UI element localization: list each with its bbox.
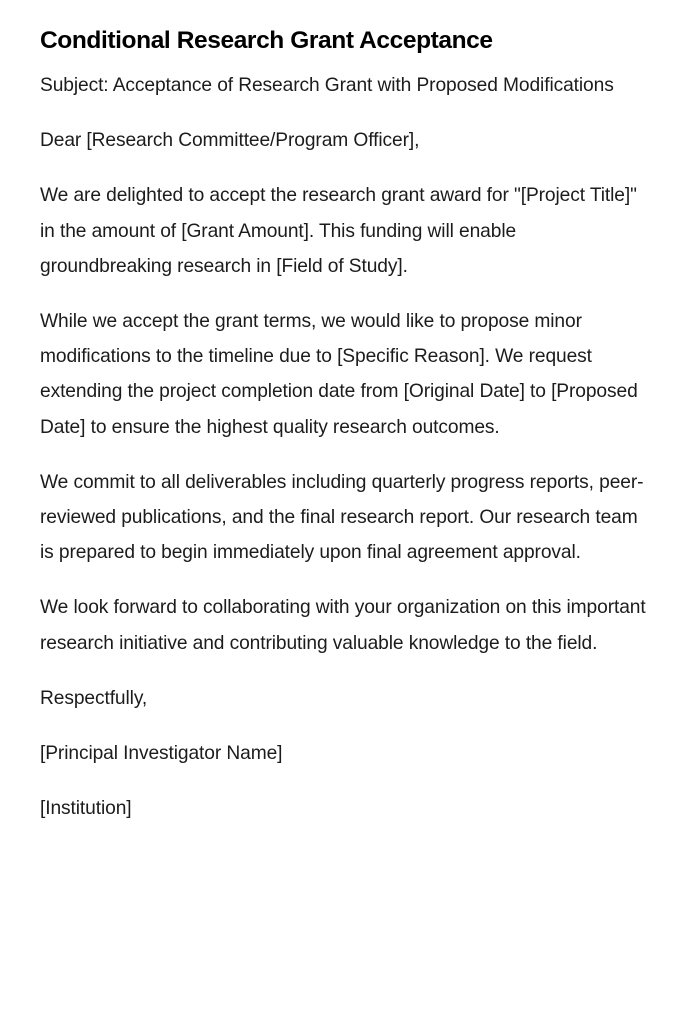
signature-institution: [Institution] bbox=[40, 798, 132, 820]
subject-line: Subject: Acceptance of Research Grant with Proposed Modifications bbox=[40, 75, 614, 96]
document-title: Conditional Research Grant Acceptance bbox=[40, 27, 493, 54]
signature-name: [Principal Investigator Name] bbox=[40, 743, 283, 765]
body-paragraph-modifications: While we accept the grant terms, we would like to propose minor modifications to the timeline due to [Specific Reason]. We request extending the project completion date from [Original Date] to [Proposed Date] to ensure the highest quality research outcomes. bbox=[40, 311, 638, 438]
body-paragraph-acceptance: We are delighted to accept the research grant award for "[Project Title]" in the amount of [Grant Amount]. This funding will enable groundbreaking research in [Field of Study]. bbox=[40, 185, 637, 277]
salutation: Dear [Research Committee/Program Officer], bbox=[40, 130, 420, 152]
closing: Respectfully, bbox=[40, 687, 148, 709]
body-paragraph-deliverables: We commit to all deliverables including quarterly progress reports, peer-reviewed publications, and the final research report. Our research team is prepared to begin immediately upon final agreement approval. bbox=[40, 471, 644, 564]
body-paragraph-closing-remarks: We look forward to collaborating with your organization on this important research initiative and contributing valuable knowledge to the field. bbox=[40, 597, 646, 654]
